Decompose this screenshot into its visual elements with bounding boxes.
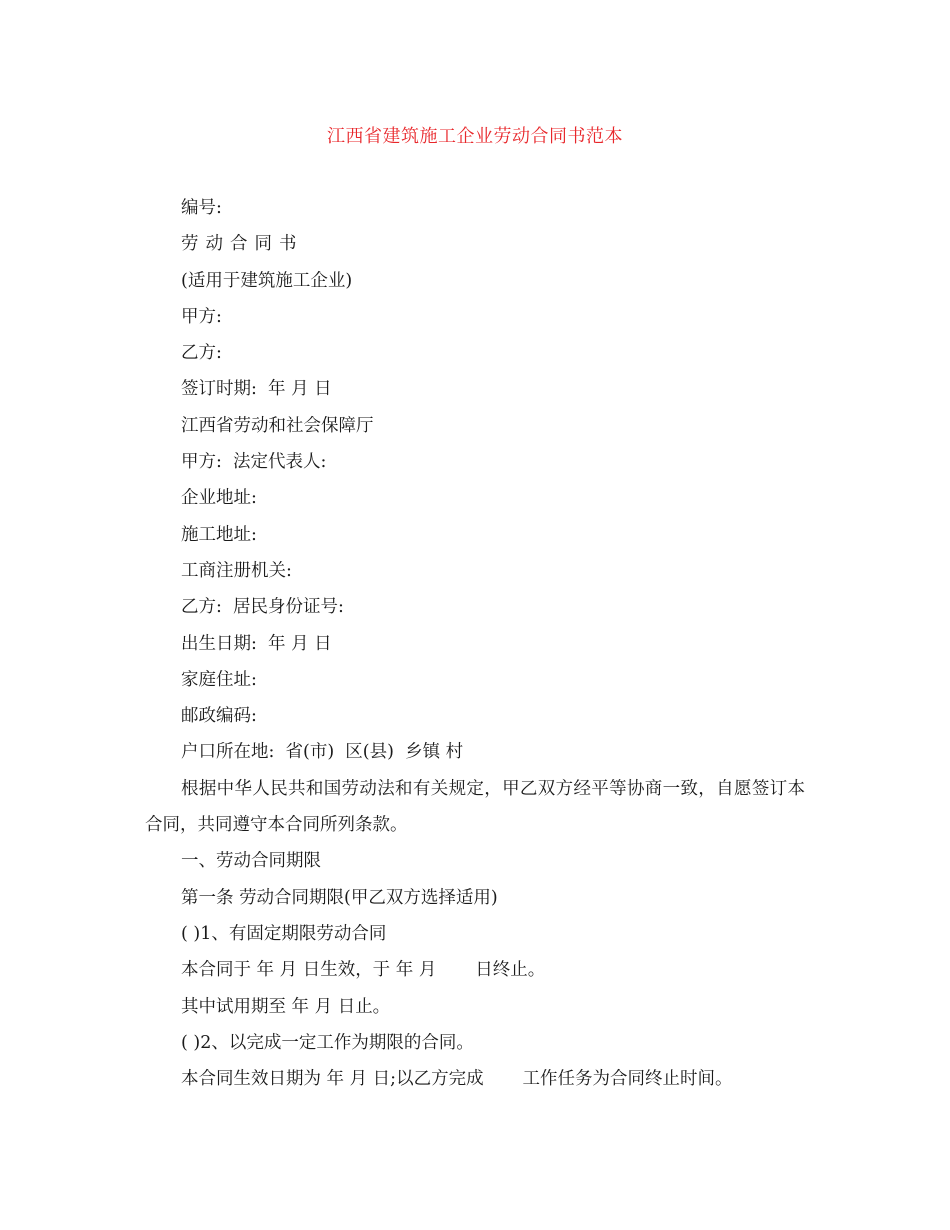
party-b-line: 乙方: xyxy=(181,343,222,364)
household-registration-line: 户口所在地: 省(市) 区(县) 乡镇 村 xyxy=(181,742,464,763)
section-heading-term: 一、劳动合同期限 xyxy=(181,851,321,872)
task-based-dates-line: 本合同生效日期为 年 月 日;以乙方完成 工作任务为合同终止时间。 xyxy=(181,1069,733,1090)
party-a-representative-line: 甲方: 法定代表人: xyxy=(181,452,327,473)
birth-date-line: 出生日期: 年 月 日 xyxy=(181,633,332,654)
construction-address-line: 施工地址: xyxy=(181,524,257,545)
postal-code-line: 邮政编码: xyxy=(181,706,257,727)
contract-number-line: 编号: xyxy=(181,198,222,218)
probation-line: 其中试用期至 年 月 日止。 xyxy=(181,996,391,1017)
fixed-term-dates-line: 本合同于 年 月 日生效，于 年 月 日终止。 xyxy=(181,960,546,981)
enterprise-address-line: 企业地址: xyxy=(181,488,257,509)
preamble-paragraph: 根据中华人民共和国劳动法和有关规定，甲乙双方经平等协商一致，自愿签订本合同，共同遵守本合同所列条款。 xyxy=(145,778,805,836)
issuing-authority: 江西省劳动和社会保障厅 xyxy=(181,415,374,436)
option-task-based: ( )2、以完成一定工作为期限的合同。 xyxy=(181,1032,474,1053)
signing-date-line: 签订时期: 年 月 日 xyxy=(181,379,332,400)
party-b-id-line: 乙方: 居民身份证号: xyxy=(181,597,344,618)
registration-authority-line: 工商注册机关: xyxy=(181,560,292,581)
home-address-line: 家庭住址: xyxy=(181,669,257,690)
party-a-line: 甲方: xyxy=(181,306,222,327)
document-title: 江西省建筑施工企业劳动合同书范本 xyxy=(327,126,623,147)
document-body xyxy=(145,190,805,1097)
article-1-heading: 第一条 劳动合同期限(甲乙双方选择适用) xyxy=(181,887,498,908)
contract-scope-note: (适用于建筑施工企业) xyxy=(181,270,353,291)
contract-heading: 劳动合同书 xyxy=(181,234,304,255)
option-fixed-term: ( )1、有固定期限劳动合同 xyxy=(181,923,387,944)
